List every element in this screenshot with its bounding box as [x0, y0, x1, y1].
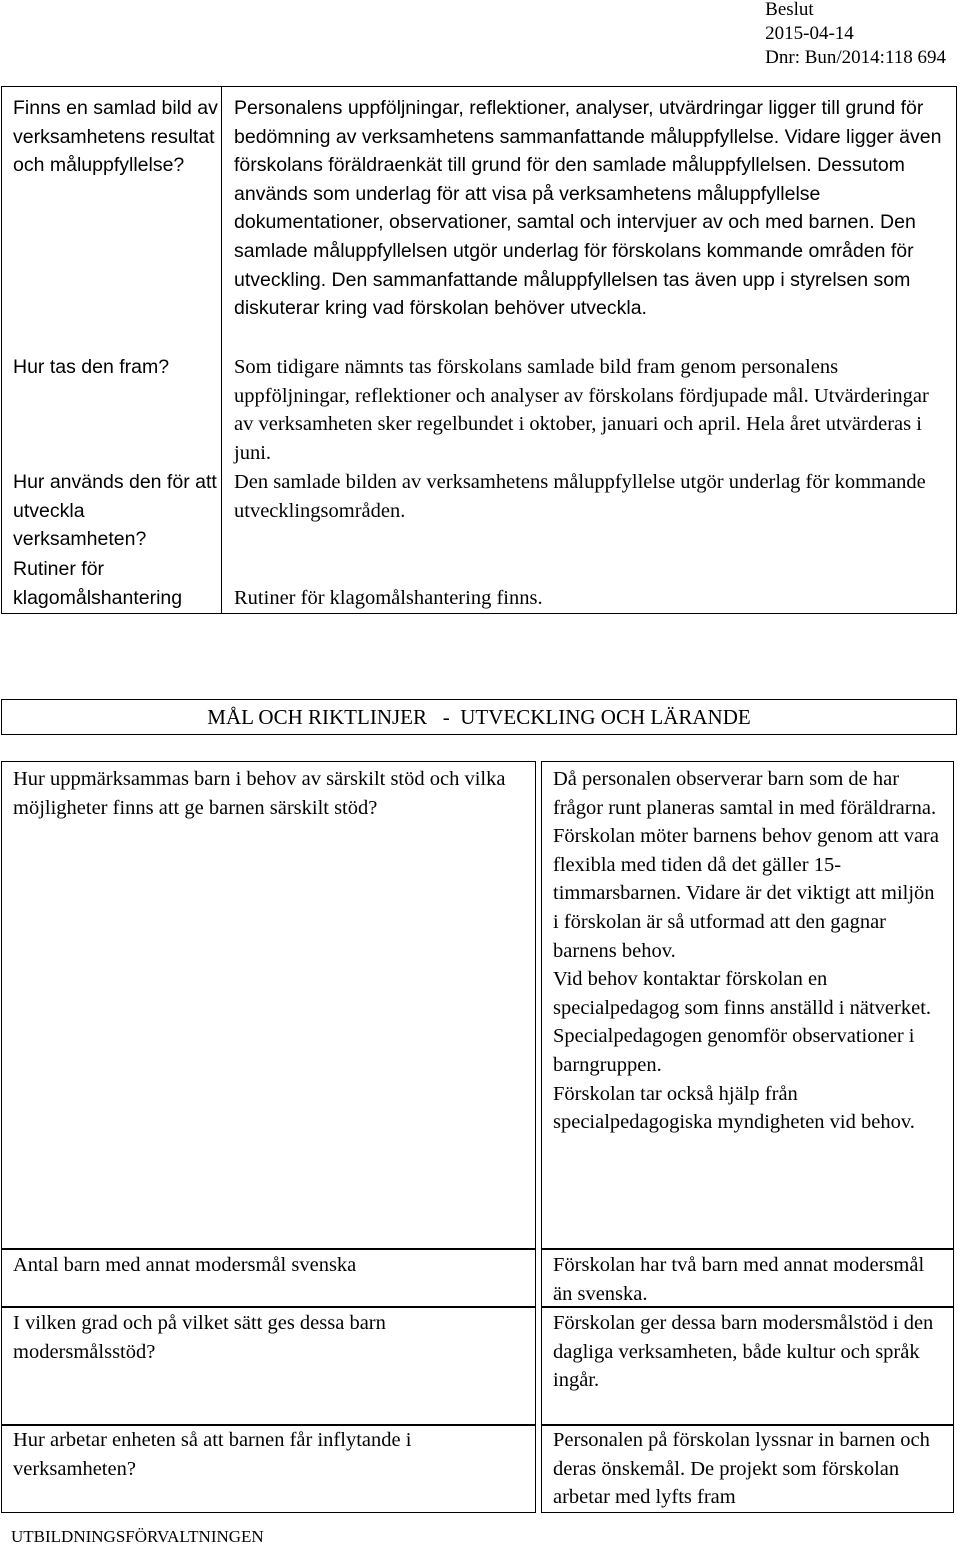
answer-box-mother-tongue-count — [541, 1248, 954, 1308]
answer-paragraph: Förskolan tar också hjälp från specialpedagogiska myndigheten vid behov. — [553, 1082, 915, 1134]
question-influence: Hur arbetar enheten så att barnen får inflytande i verksamheten? — [13, 1429, 412, 1480]
document-reference: Dnr: Bun/2014:118 694 — [765, 47, 946, 68]
question-box-special-support — [1, 761, 536, 1250]
section-title: MÅL OCH RIKTLINJER - UTVECKLING OCH LÄRANDE — [1, 699, 957, 735]
answer-mother-tongue-count: Förskolan har två barn med annat modersmål än svenska. — [553, 1254, 925, 1305]
question-box-mother-tongue-count — [1, 1248, 536, 1308]
answer-paragraph: Då personalen observerar barn som de har frågor runt planeras samtal in med föräldrarna. — [553, 768, 937, 819]
question-overall-picture: Finns en samlad bild av verksamhetens resultat och måluppfyllelse? — [13, 97, 218, 177]
answer-special-support — [553, 765, 945, 1137]
answer-box-influence — [541, 1424, 954, 1513]
answer-box-mother-tongue-support — [541, 1306, 954, 1426]
page-footer: UTBILDNINGSFÖRVALTNINGEN — [11, 1527, 264, 1546]
answer-overall-picture: Personalens uppföljningar, reflektioner, analyser, utvärdringar ligger till grund för bedömning av verksamhetens sammanfattande måluppfyllelse. Vidare ligger även förskolans föräldraenkät till grund för den samlade måluppfyllelsen. Dessutom används som underlag för att visa på verksamhetens måluppfyllelse dokumentationer, observationer, samtal och intervjuer av och med barnen. Den samlade måluppfyllelsen utgör underlag för förskolans kommande områden för utveckling. Den sammanfattande måluppfyllelsen tas även upp i styrelsen som diskuterar kring vad förskolan behöver utveckla. — [234, 97, 942, 320]
answer-paragraph: Förskolan möter barnens behov genom att vara flexibla med tiden då det gäller 15-timmarsbarnen. Vidare är det viktigt att miljön i förskolan är så utformad att den gagnar barnens behov. — [553, 825, 939, 962]
answer-paragraph: Vid behov kontaktar förskolan en specialpedagog som finns anställd i nätverket. Specialpedagogen genomför observationer i barngruppen. — [553, 968, 932, 1076]
answer-how-used: Den samlade bilden av verksamhetens måluppfyllelse utgör underlag för kommande utvecklingsområden. — [234, 471, 926, 522]
question-how-used: Hur används den för att utveckla verksamheten? — [13, 471, 217, 551]
question-mother-tongue-support: I vilken grad och på vilket sätt ges dessa barn modersmålsstöd? — [13, 1312, 386, 1363]
question-box-influence — [1, 1424, 536, 1513]
answer-influence: Personalen på förskolan lyssnar in barnen och deras önskemål. De projekt som förskolan arbetar med lyfts fram — [553, 1429, 930, 1509]
question-special-support: Hur uppmärksammas barn i behov av särskilt stöd och vilka möjligheter finns att ge barnen särskilt stöd? — [13, 768, 506, 819]
answer-box-special-support — [541, 761, 954, 1250]
question-complaints: Rutiner för klagomålshantering — [13, 558, 183, 609]
document-header — [765, 0, 946, 70]
column-divider — [221, 87, 222, 613]
answer-complaints: Rutiner för klagomålshantering finns. — [234, 587, 543, 609]
answer-mother-tongue-support: Förskolan ger dessa barn modersmålstöd i den dagliga verksamheten, både kultur och språk ingår. — [553, 1312, 934, 1392]
document-type: Beslut — [765, 0, 814, 20]
question-box-mother-tongue-support — [1, 1306, 536, 1426]
document-date: 2015-04-14 — [765, 23, 854, 44]
question-mother-tongue-count: Antal barn med annat modersmål svenska — [13, 1254, 357, 1276]
question-how-produced: Hur tas den fram? — [13, 356, 170, 378]
results-table — [1, 86, 957, 614]
answer-how-produced: Som tidigare nämnts tas förskolans samlade bild fram genom personalens uppföljningar, reflektioner och analyser av förskolans fördjupade mål. Utvärderingar av verksamheten sker regelbundet i oktober, januari och april. Hela året utvärderas i juni. — [234, 356, 929, 464]
